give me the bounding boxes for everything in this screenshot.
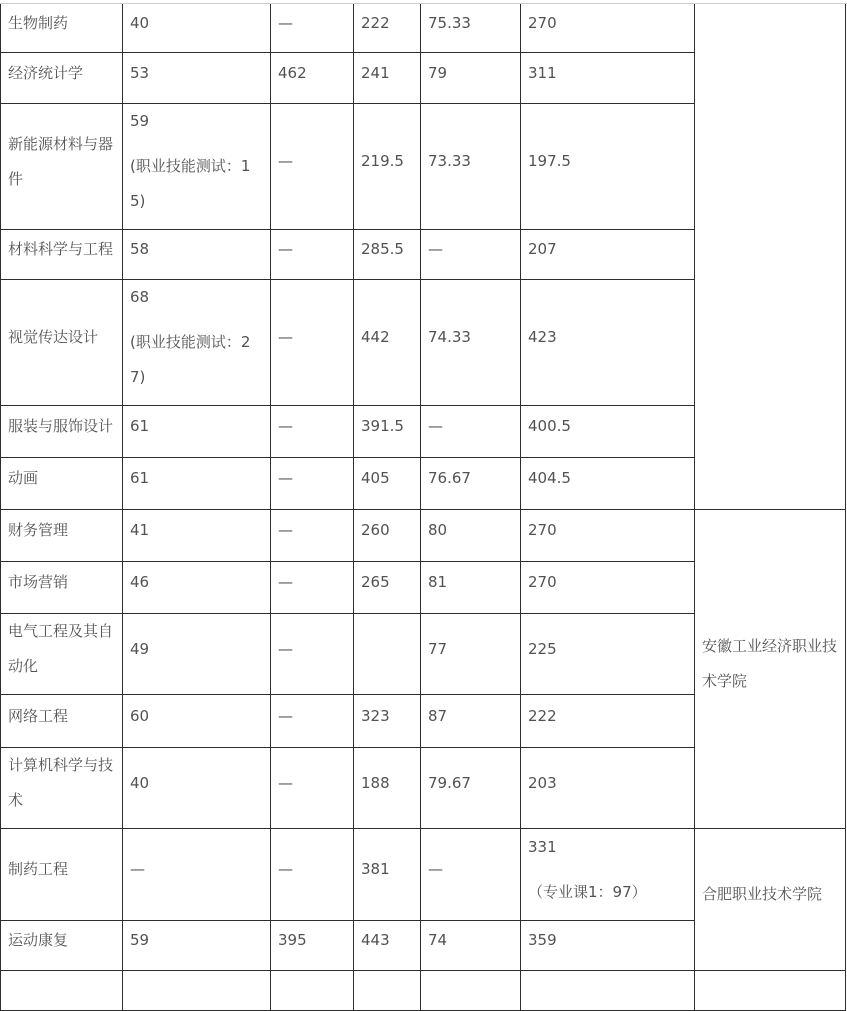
cell-value (271, 614, 354, 695)
cell-line: 经济统计学 (8, 63, 84, 82)
cell-value (521, 921, 695, 971)
cell-line: — (278, 706, 293, 725)
cell-line: 311 (528, 63, 557, 82)
cell-value (271, 4, 354, 53)
cell-value (354, 280, 421, 406)
cell-value (123, 748, 271, 829)
cell-value (271, 458, 354, 510)
cell-value (123, 562, 271, 614)
cell-line: 46 (130, 573, 150, 591)
cell-line: 58 (130, 240, 150, 258)
cell-line: 331 (528, 837, 557, 856)
cell-value (271, 104, 354, 230)
cell-line: 207 (528, 240, 557, 258)
cell-line: 400.5 (528, 417, 571, 435)
cell-line: 41 (130, 521, 150, 539)
cell-value (421, 971, 521, 1011)
cell-line: 359 (528, 931, 557, 949)
cell-line: 265 (361, 573, 390, 591)
cell-value (354, 921, 421, 971)
cell-value (421, 4, 521, 53)
cell-value (354, 614, 421, 695)
cell-value (354, 748, 421, 829)
cell-line: 材料科学与工程 (8, 240, 114, 258)
cell-line: 225 (528, 639, 557, 658)
cell-value (421, 614, 521, 695)
cell-major (1, 406, 123, 458)
cell-value (521, 829, 695, 921)
cell-line: 市场营销 (8, 573, 69, 591)
cell-line: 61 (130, 417, 150, 435)
cell-major (1, 280, 123, 406)
cell-value (421, 695, 521, 748)
top-hairline (0, 3, 847, 4)
cell-value (271, 748, 354, 829)
cell-line: 59 (130, 112, 150, 130)
cell-line: 计算机科学与技术 (8, 756, 114, 809)
cell-major (1, 614, 123, 695)
cell-value (271, 971, 354, 1011)
cell-value (521, 971, 695, 1011)
cell-value (421, 53, 521, 104)
cell-line: — (278, 417, 293, 435)
cell-value (354, 406, 421, 458)
cell-line: 生物制药 (8, 13, 69, 32)
cell-line: 395 (278, 931, 307, 949)
score-table (0, 3, 846, 1011)
cell-major (1, 695, 123, 748)
cell-value (123, 921, 271, 971)
cell-line: 381 (361, 860, 390, 878)
table-row (1, 510, 846, 562)
cell-line: — (278, 13, 293, 32)
cell-value (421, 458, 521, 510)
cell-line: — (278, 240, 293, 258)
cell-line: 73.33 (428, 152, 471, 170)
cell-value (123, 614, 271, 695)
cell-value (354, 829, 421, 921)
cell-line: 60 (130, 706, 150, 725)
cell-value (271, 53, 354, 104)
cell-line: 76.67 (428, 469, 471, 487)
cell-value (123, 510, 271, 562)
cell-line: 合肥职业技术学院 (702, 885, 823, 903)
cell-value (354, 230, 421, 280)
cell-line: 423 (528, 328, 557, 346)
cell-value (521, 4, 695, 53)
cell-line: — (278, 573, 293, 591)
cell-line: 40 (130, 13, 150, 32)
cell-line: 49 (130, 639, 150, 658)
cell-value (123, 4, 271, 53)
cell-line: （专业课1：97） (528, 882, 647, 901)
cell-line: 74.33 (428, 328, 471, 346)
cell-line: — (278, 328, 293, 346)
cell-value (521, 695, 695, 748)
cell-value (271, 695, 354, 748)
cell-line: 电气工程及其自动化 (8, 622, 114, 675)
cell-line: 203 (528, 773, 557, 792)
cell-line: 270 (528, 573, 557, 591)
cell-line: 运动康复 (8, 931, 69, 949)
cell-line: (职业技能测试：15) (130, 157, 251, 210)
cell-line: 404.5 (528, 469, 571, 487)
cell-line: 462 (278, 63, 307, 82)
cell-value (271, 829, 354, 921)
cell-major (1, 104, 123, 230)
cell-line: 服装与服饰设计 (8, 417, 114, 435)
cell-line: — (278, 639, 293, 658)
cell-line: — (428, 417, 443, 435)
cell-value (123, 104, 271, 230)
cell-major (1, 510, 123, 562)
cell-value (354, 53, 421, 104)
cell-line: 323 (361, 706, 390, 725)
cell-value (421, 406, 521, 458)
cell-line: 安徽工业经济职业技术学院 (702, 637, 838, 690)
cell-line: 270 (528, 13, 557, 32)
cell-line: 270 (528, 521, 557, 539)
cell-line: 74 (428, 931, 448, 949)
cell-line: 260 (361, 521, 390, 539)
cell-value (354, 458, 421, 510)
cell-value (354, 971, 421, 1011)
cell-value (354, 510, 421, 562)
cell-major (1, 829, 123, 921)
cell-line: 222 (361, 13, 390, 32)
cell-value (521, 614, 695, 695)
table-row (1, 971, 846, 1011)
cell-major (1, 748, 123, 829)
cell-major (1, 458, 123, 510)
cell-line: 制药工程 (8, 860, 69, 878)
cell-value (421, 230, 521, 280)
cell-value (271, 406, 354, 458)
cell-value (521, 406, 695, 458)
table-row (1, 4, 846, 53)
cell-line: 219.5 (361, 152, 404, 170)
cell-value (123, 695, 271, 748)
cell-school (695, 971, 846, 1011)
cell-value (354, 695, 421, 748)
cell-value (521, 458, 695, 510)
cell-line: 188 (361, 773, 390, 792)
cell-value (123, 971, 271, 1011)
cell-value (521, 748, 695, 829)
cell-value (421, 104, 521, 230)
cell-value (421, 748, 521, 829)
cell-value (123, 280, 271, 406)
cell-value (521, 280, 695, 406)
cell-line: — (278, 773, 293, 792)
cell-line: 241 (361, 63, 390, 82)
cell-line: 网络工程 (8, 706, 69, 725)
cell-line: 197.5 (528, 152, 571, 170)
cell-line: 87 (428, 706, 448, 725)
cell-value (123, 53, 271, 104)
cell-value (521, 230, 695, 280)
cell-school (695, 4, 846, 510)
cell-major (1, 921, 123, 971)
cell-line: 财务管理 (8, 521, 69, 539)
cell-value (354, 4, 421, 53)
cell-value (421, 921, 521, 971)
cell-line: 动画 (8, 469, 39, 487)
cell-line: 59 (130, 931, 150, 949)
cell-value (271, 510, 354, 562)
table-row (1, 829, 846, 921)
cell-line: — (130, 860, 145, 878)
cell-line: 222 (528, 706, 557, 725)
cell-value (271, 280, 354, 406)
cell-line: — (278, 469, 293, 487)
cell-major (1, 53, 123, 104)
cell-school (695, 510, 846, 829)
cell-value (421, 280, 521, 406)
cell-value (421, 562, 521, 614)
cell-school (695, 829, 846, 971)
cell-line: 285.5 (361, 240, 404, 258)
cell-value (123, 829, 271, 921)
cell-line: 新能源材料与器件 (8, 134, 114, 188)
cell-value (521, 510, 695, 562)
cell-major (1, 971, 123, 1011)
cell-line: — (278, 152, 293, 170)
cell-value (521, 562, 695, 614)
score-table-body (1, 4, 846, 1011)
cell-value (271, 562, 354, 614)
cell-value (271, 921, 354, 971)
cell-value (123, 458, 271, 510)
cell-line: 53 (130, 63, 150, 82)
cell-line: — (428, 860, 443, 878)
page (0, 3, 847, 949)
cell-value (521, 53, 695, 104)
cell-line: — (278, 860, 293, 878)
cell-line: — (278, 521, 293, 539)
cell-line: 61 (130, 469, 150, 487)
cell-line: 405 (361, 469, 390, 487)
cell-line: 391.5 (361, 417, 404, 435)
cell-line: (职业技能测试：27) (130, 333, 251, 386)
cell-line: 442 (361, 328, 390, 346)
cell-value (123, 230, 271, 280)
cell-major (1, 562, 123, 614)
cell-value (421, 829, 521, 921)
cell-major (1, 230, 123, 280)
cell-value (123, 406, 271, 458)
cell-line: 视觉传达设计 (8, 328, 99, 346)
cell-value (354, 562, 421, 614)
cell-line: 77 (428, 639, 448, 658)
cell-value (521, 104, 695, 230)
cell-value (271, 230, 354, 280)
cell-line: 79.67 (428, 773, 471, 792)
cell-line: 40 (130, 773, 150, 792)
cell-line: 79 (428, 63, 448, 82)
cell-line: — (428, 240, 443, 258)
cell-value (354, 104, 421, 230)
cell-line: 443 (361, 931, 390, 949)
cell-line: 80 (428, 521, 448, 539)
cell-line: 81 (428, 573, 448, 591)
cell-line: 68 (130, 288, 150, 306)
cell-line: 75.33 (428, 13, 471, 32)
cell-major (1, 4, 123, 53)
cell-value (421, 510, 521, 562)
